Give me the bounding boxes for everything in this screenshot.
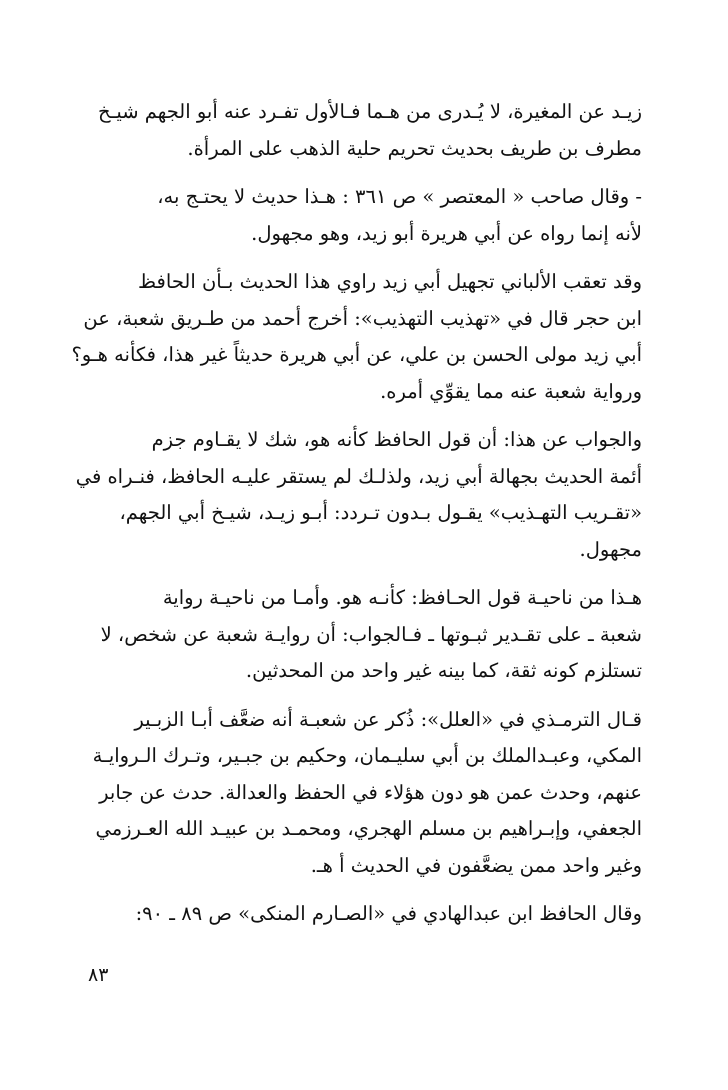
- text-line: وقال الحافظ ابن عبدالهادي في «الصـارم المنكى» ص ٨٩ ـ ٩٠:: [135, 902, 642, 925]
- text-line: ابن حجر قال في «تهذيب التهذيب»: أخرج أحمد من طـريق شعبة، عن: [83, 306, 642, 330]
- text-line: - وقال صاحب « المعتصر » ص ٣٦١ : هـذا حديث لا يحتـج به،: [157, 185, 642, 208]
- text-line: مطرف بن طريف بحديث تحريم حلية الذهب على المرأة.: [187, 136, 642, 160]
- paragraph-4: [70, 422, 642, 568]
- text-line: هـذا من ناحيـة قول الحـافظ: كأنـه هو. وأمـا من ناحيـة رواية: [162, 586, 642, 609]
- paragraph-1: [70, 94, 642, 167]
- text-line: أئمة الحديث بجهالة أبي زيد، ولذلـك لم يستقر عليـه الحافظ، فنـراه في: [75, 464, 642, 488]
- text-line: وغير واحد ممن يضعَّفون في الحديث أ هـ.: [310, 853, 642, 877]
- text-line: أبي زيد مولى الحسن بن علي، عن أبي هريرة حديثاً غير هذا، فكأنه هـو؟: [71, 343, 642, 366]
- paragraph-6: [70, 702, 642, 885]
- page-number: ٨٣: [88, 964, 109, 986]
- text-line: ورواية شعبة عنه مما يقوِّي أمره.: [380, 379, 642, 403]
- text-line: قـال الترمـذي في «العلل»: ذُكر عن شعبـة أنه ضعَّف أبـا الزبـير: [134, 707, 642, 731]
- text-line: مجهول.: [579, 537, 642, 561]
- text-line: وقد تعقب الألباني تجهيل أبي زيد راوي هذا الحديث بـأن الحافظ: [138, 270, 642, 293]
- text-line: والجواب عن هذا: أن قول الحافظ كأنه هو، شك لا يقـاوم جزم: [151, 428, 642, 451]
- text-line: الجعفي، وإبـراهيم بن مسلم الهجري، ومحمـد بن عبيـد الله العـرزمي: [95, 817, 642, 840]
- text-line: عنهم، وحدث عمن هو دون هؤلاء في الحفظ والعدالة. حدث عن جابر: [99, 780, 642, 804]
- text-line: شعبة ـ على تقـدير ثبـوتها ـ فـالجواب: أن روايـة شعبة عن شخص، لا: [100, 622, 642, 646]
- text-line: زيـد عن المغيرة، لا يُـدرى من هـما فـالأول تفـرد عنه أبو الجهم شيـخ: [98, 100, 642, 123]
- paragraph-7: [70, 896, 642, 933]
- text-line: تستلزم كونه ثقة، كما بينه غير واحد من المحدثين.: [245, 659, 642, 682]
- paragraph-2: [70, 179, 642, 252]
- text-line: المكي، وعبـدالملك بن أبي سليـمان، وحكيم بن جبـير، وتـرك الـروايـة: [92, 744, 642, 767]
- text-line: «تقـريب التهـذيب» يقـول بـدون تـردد: أبـو زيـد، شيـخ أبي الجهم،: [119, 501, 642, 524]
- paragraph-3: [70, 264, 642, 410]
- paragraph-5: [70, 580, 642, 690]
- text-line: لأنه إنما رواه عن أبي هريرة أبو زيد، وهو مجهول.: [251, 221, 642, 245]
